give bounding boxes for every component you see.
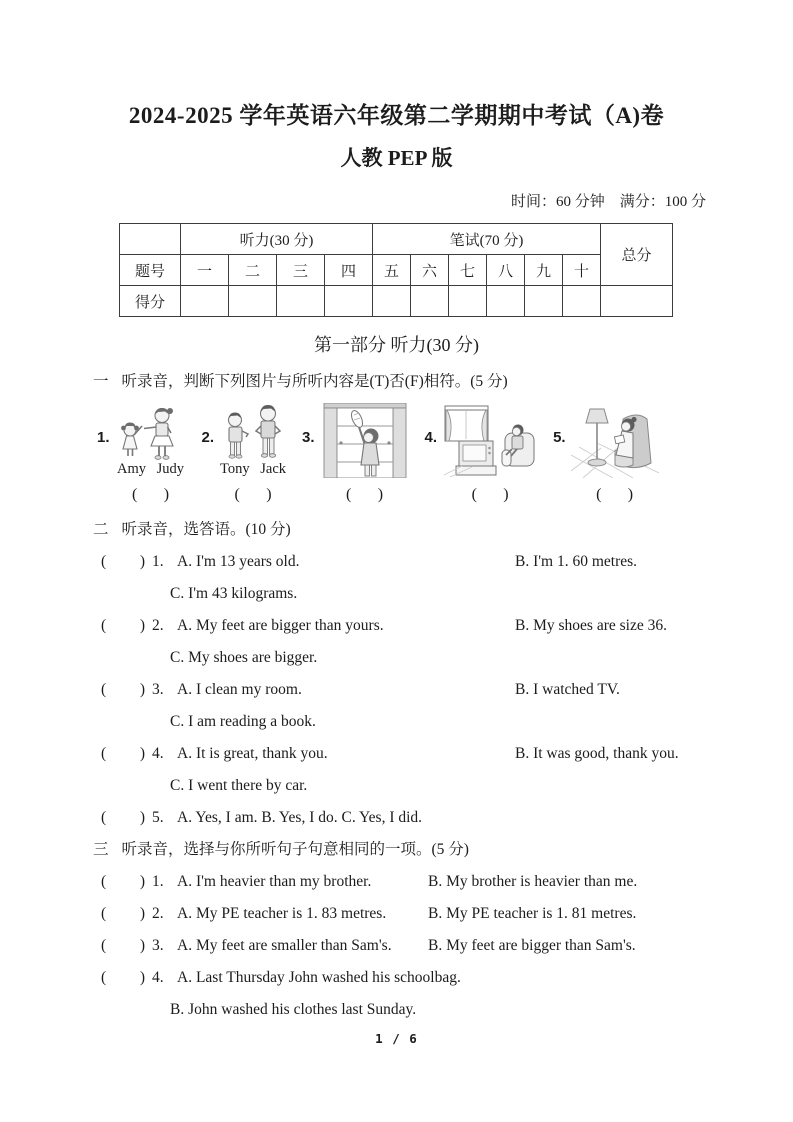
picture-2-names: Tony Jack — [220, 461, 287, 477]
section3-number: 三 — [93, 841, 109, 858]
col-7: 七 — [449, 255, 487, 286]
answer-blank-3: ( ) — [346, 486, 384, 503]
section1-number: 一 — [93, 373, 109, 390]
option-b: B. My brother is heavier than me. — [428, 873, 638, 890]
answer-blank-1: ( ) — [132, 486, 170, 503]
page-number: 1 / 6 — [375, 1031, 418, 1046]
score-cell — [449, 286, 487, 317]
section2-number: 二 — [93, 521, 109, 538]
score-cell — [487, 286, 525, 317]
total-score-cell — [601, 286, 673, 317]
listening-picture-5 — [553, 403, 659, 505]
col-6: 六 — [411, 255, 449, 286]
question-number: 2. — [152, 617, 164, 634]
watching-tv-illustration — [442, 403, 538, 478]
listening-pictures-row — [97, 403, 793, 505]
answer-blank-4: ( ) — [471, 486, 509, 503]
s3-question-3 — [101, 935, 793, 957]
option-c: C. I went there by car. — [170, 777, 308, 794]
listening-picture-4 — [425, 403, 539, 505]
score-cell — [277, 286, 325, 317]
picture-1-number: 1. — [97, 429, 110, 446]
s3-question-4 — [101, 967, 793, 989]
option-b: B. I watched TV. — [515, 681, 620, 698]
picture-5-number: 5. — [553, 429, 566, 446]
col-8: 八 — [487, 255, 525, 286]
listening-section-header: 听力(30 分) — [181, 224, 373, 255]
listening-picture-1 — [97, 403, 187, 505]
question-number: 2. — [152, 905, 164, 922]
page-title: 2024-2025 学年英语六年级第二学期期中考试（A)卷 — [128, 103, 665, 128]
score-table — [119, 223, 673, 317]
answer-blank: ( ) — [101, 873, 145, 890]
total-score-header: 总分 — [601, 224, 673, 286]
section1-instructions: 听录音，判断下列图片与所听内容是(T)否(F)相符。(5 分) — [121, 373, 508, 390]
tony-jack-illustration — [219, 403, 287, 461]
answer-blank: ( ) — [101, 617, 145, 634]
written-section-header: 笔试(70 分) — [373, 224, 601, 255]
score-cell — [325, 286, 373, 317]
question-number-label: 题号 — [120, 255, 181, 286]
score-label: 得分 — [120, 286, 181, 317]
option-a: A. I'm 13 years old. — [177, 553, 300, 570]
answer-blank: ( ) — [101, 937, 145, 954]
section3-instructions: 听录音，选择与你所听句子句意相同的一项。(5 分) — [121, 841, 469, 858]
option-a: A. My PE teacher is 1. 83 metres. — [177, 905, 387, 922]
answer-blank: ( ) — [101, 905, 145, 922]
option-b: B. It was good, thank you. — [515, 745, 679, 762]
s3-question-2 — [101, 903, 793, 925]
section1-heading — [93, 371, 793, 393]
exam-meta: 时间：60 分钟 满分：100 分 — [510, 194, 706, 210]
section2-heading — [93, 519, 793, 541]
answer-blank: ( ) — [101, 745, 145, 762]
answer-blank: ( ) — [101, 681, 145, 698]
amy-judy-illustration — [115, 403, 187, 461]
picture-4-number: 4. — [424, 429, 438, 446]
score-cell — [229, 286, 277, 317]
question-number: 4. — [152, 969, 164, 986]
part1-heading: 第一部分 听力(30 分) — [314, 335, 479, 355]
section3-heading — [93, 839, 793, 861]
option-a: A. Last Thursday John washed his schoolbag. — [177, 969, 461, 986]
s2-question-1 — [101, 551, 793, 573]
s2-question-5 — [101, 807, 793, 829]
col-9: 九 — [525, 255, 563, 286]
picture-1-names: Amy Judy — [117, 461, 185, 477]
reading-in-armchair-illustration — [571, 403, 659, 478]
question-number: 5. — [152, 809, 164, 826]
col-1: 一 — [181, 255, 229, 286]
option-c: C. I'm 43 kilograms. — [170, 585, 298, 602]
s2-question-3 — [101, 679, 793, 701]
options-abc: A. Yes, I am. B. Yes, I do. C. Yes, I did. — [177, 809, 423, 826]
option-b: B. My shoes are size 36. — [515, 617, 667, 634]
col-4: 四 — [325, 255, 373, 286]
picture-2-number: 2. — [201, 429, 215, 446]
question-number: 1. — [152, 873, 164, 890]
option-a: A. I clean my room. — [177, 681, 302, 698]
option-b: B. John washed his clothes last Sunday. — [170, 1001, 417, 1018]
answer-blank: ( ) — [101, 969, 145, 986]
section2-instructions: 听录音，选答语。(10 分) — [121, 521, 291, 538]
s3-question-1 — [101, 871, 793, 893]
picture-3-number: 3. — [302, 429, 315, 446]
listening-picture-2 — [202, 403, 288, 505]
score-table-score-row — [120, 286, 673, 317]
option-a: A. I'm heavier than my brother. — [177, 873, 372, 890]
score-cell — [411, 286, 449, 317]
answer-blank: ( ) — [101, 809, 145, 826]
score-table-number-row — [120, 255, 673, 286]
col-3: 三 — [277, 255, 325, 286]
col-5: 五 — [373, 255, 411, 286]
option-c: C. My shoes are bigger. — [170, 649, 318, 666]
window-cleaning-illustration — [320, 403, 410, 478]
question-number: 4. — [152, 745, 164, 762]
score-cell — [563, 286, 601, 317]
question-number: 3. — [152, 937, 164, 954]
question-number: 1. — [152, 553, 164, 570]
option-c: C. I am reading a book. — [170, 713, 316, 730]
s2-question-2 — [101, 615, 793, 637]
answer-blank-2: ( ) — [234, 486, 272, 503]
question-number: 3. — [152, 681, 164, 698]
score-cell — [373, 286, 411, 317]
score-cell — [181, 286, 229, 317]
option-b: B. I'm 1. 60 metres. — [515, 553, 638, 570]
option-a: A. My feet are bigger than yours. — [177, 617, 384, 634]
score-table-header-row — [120, 224, 673, 255]
col-2: 二 — [229, 255, 277, 286]
score-table-corner-cell — [120, 224, 181, 255]
answer-blank: ( ) — [101, 553, 145, 570]
col-10: 十 — [563, 255, 601, 286]
s2-question-4 — [101, 743, 793, 765]
option-a: A. My feet are smaller than Sam's. — [177, 937, 392, 954]
option-b: B. My feet are bigger than Sam's. — [428, 937, 636, 954]
listening-picture-3 — [302, 403, 410, 505]
option-a: A. It is great, thank you. — [177, 745, 328, 762]
answer-blank-5: ( ) — [596, 486, 634, 503]
page-subtitle: 人教 PEP 版 — [340, 146, 453, 170]
option-b: B. My PE teacher is 1. 81 metres. — [428, 905, 637, 922]
score-cell — [525, 286, 563, 317]
